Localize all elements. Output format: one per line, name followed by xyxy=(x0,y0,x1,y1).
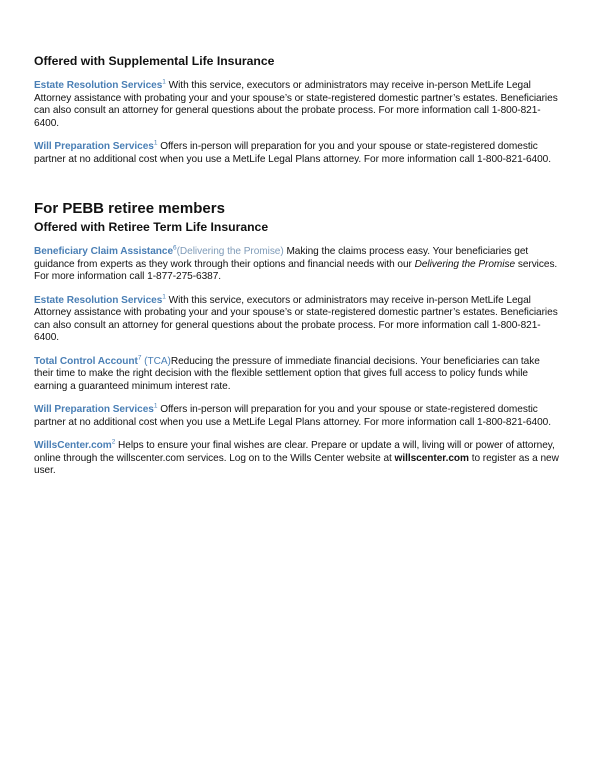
retiree-term-heading: Offered with Retiree Term Life Insurance xyxy=(34,220,269,234)
beneficiary-text-after: services. For more information call 1-877-275-6387. xyxy=(34,258,558,282)
pebb-will-title: Will Preparation Services xyxy=(34,404,154,415)
pebb-estate-paragraph xyxy=(34,295,560,345)
willscenter-text-before: Helps to ensure your final wishes are clear. Prepare or update a will, living will or power of attorney, online through the willscenter.com services. Log on to the Wills Center website at xyxy=(34,440,555,464)
beneficiary-title: Beneficiary Claim Assistance xyxy=(34,246,174,257)
supp-will-title: Will Preparation Services xyxy=(34,141,154,152)
willscenter-footnote: 2 xyxy=(111,438,116,446)
supp-will-paragraph xyxy=(34,141,560,166)
beneficiary-emphasis: Delivering the Promise xyxy=(414,258,516,270)
tca-paragraph xyxy=(34,356,560,394)
pebb-estate-footnote: 1 xyxy=(162,293,166,301)
pebb-heading: For PEBB retiree members xyxy=(34,200,225,217)
supplemental-heading: Offered with Supplemental Life Insurance xyxy=(34,54,275,68)
willscenter-link[interactable]: willscenter.com xyxy=(394,452,469,464)
beneficiary-text-before: Making the claims process easy. Your beneficiaries get guidance from experts as they work through their options and financial needs with our xyxy=(34,246,529,270)
content xyxy=(34,54,560,489)
pebb-will-footnote: 1 xyxy=(153,402,158,410)
pebb-section xyxy=(34,199,560,478)
supp-estate-title: Estate Resolution Services xyxy=(34,80,163,91)
supp-will-footnote: 1 xyxy=(153,139,158,147)
supp-estate-footnote: 1 xyxy=(162,78,166,86)
supp-will-text: Offers in-person will preparation for you and your spouse or state-registered domestic partner at no additional cost when you use a MetLife Legal Plans attorney. For more information call 1-800-821-6400. xyxy=(34,141,551,165)
supp-estate-text: With this service, executors or administrators may receive in-person MetLife Legal Attorney assistance with probating your and your spouse’s or state-registered domestic partner’s estates. Beneficiaries can also consult an attorney for general questions about the probate process. For more information call 1-800-821-6400. xyxy=(34,80,558,129)
pebb-will-text: Offers in-person will preparation for you and your spouse or state-registered domestic partner at no additional cost when you use a MetLife Legal Plans attorney. For more information call 1-800-821-6400. xyxy=(34,404,551,428)
tca-text: Reducing the pressure of immediate financial decisions. Your beneficiaries can take their time to make the right decision with the flexible settlement option that gives full access to policy funds while earning a guaranteed minimum interest rate. xyxy=(34,355,540,392)
tca-title: Total Control Account xyxy=(34,355,138,367)
pebb-estate-title: Estate Resolution Services xyxy=(34,294,163,306)
beneficiary-footnote: 6 xyxy=(173,244,177,252)
beneficiary-paragraph xyxy=(34,246,560,284)
supp-estate-paragraph xyxy=(34,80,560,130)
willscenter-text-after: to register as a new user. xyxy=(34,452,559,476)
tca-abbr: (TCA) xyxy=(144,355,171,367)
willscenter-paragraph xyxy=(34,440,560,478)
pebb-will-paragraph xyxy=(34,404,560,429)
tca-footnote: 7 xyxy=(137,354,142,362)
pebb-estate-text: With this service, executors or administrators may receive in-person MetLife Legal Attorney assistance with probating your and your spouse’s or state-registered domestic partner’s estates. Beneficiaries can also consult an attorney for general questions about the probate process. For more information call 1-800-821-6400. xyxy=(34,294,558,343)
willscenter-title: WillsCenter.com xyxy=(34,440,112,451)
beneficiary-subtitle: (Delivering the Promise) xyxy=(176,246,284,257)
